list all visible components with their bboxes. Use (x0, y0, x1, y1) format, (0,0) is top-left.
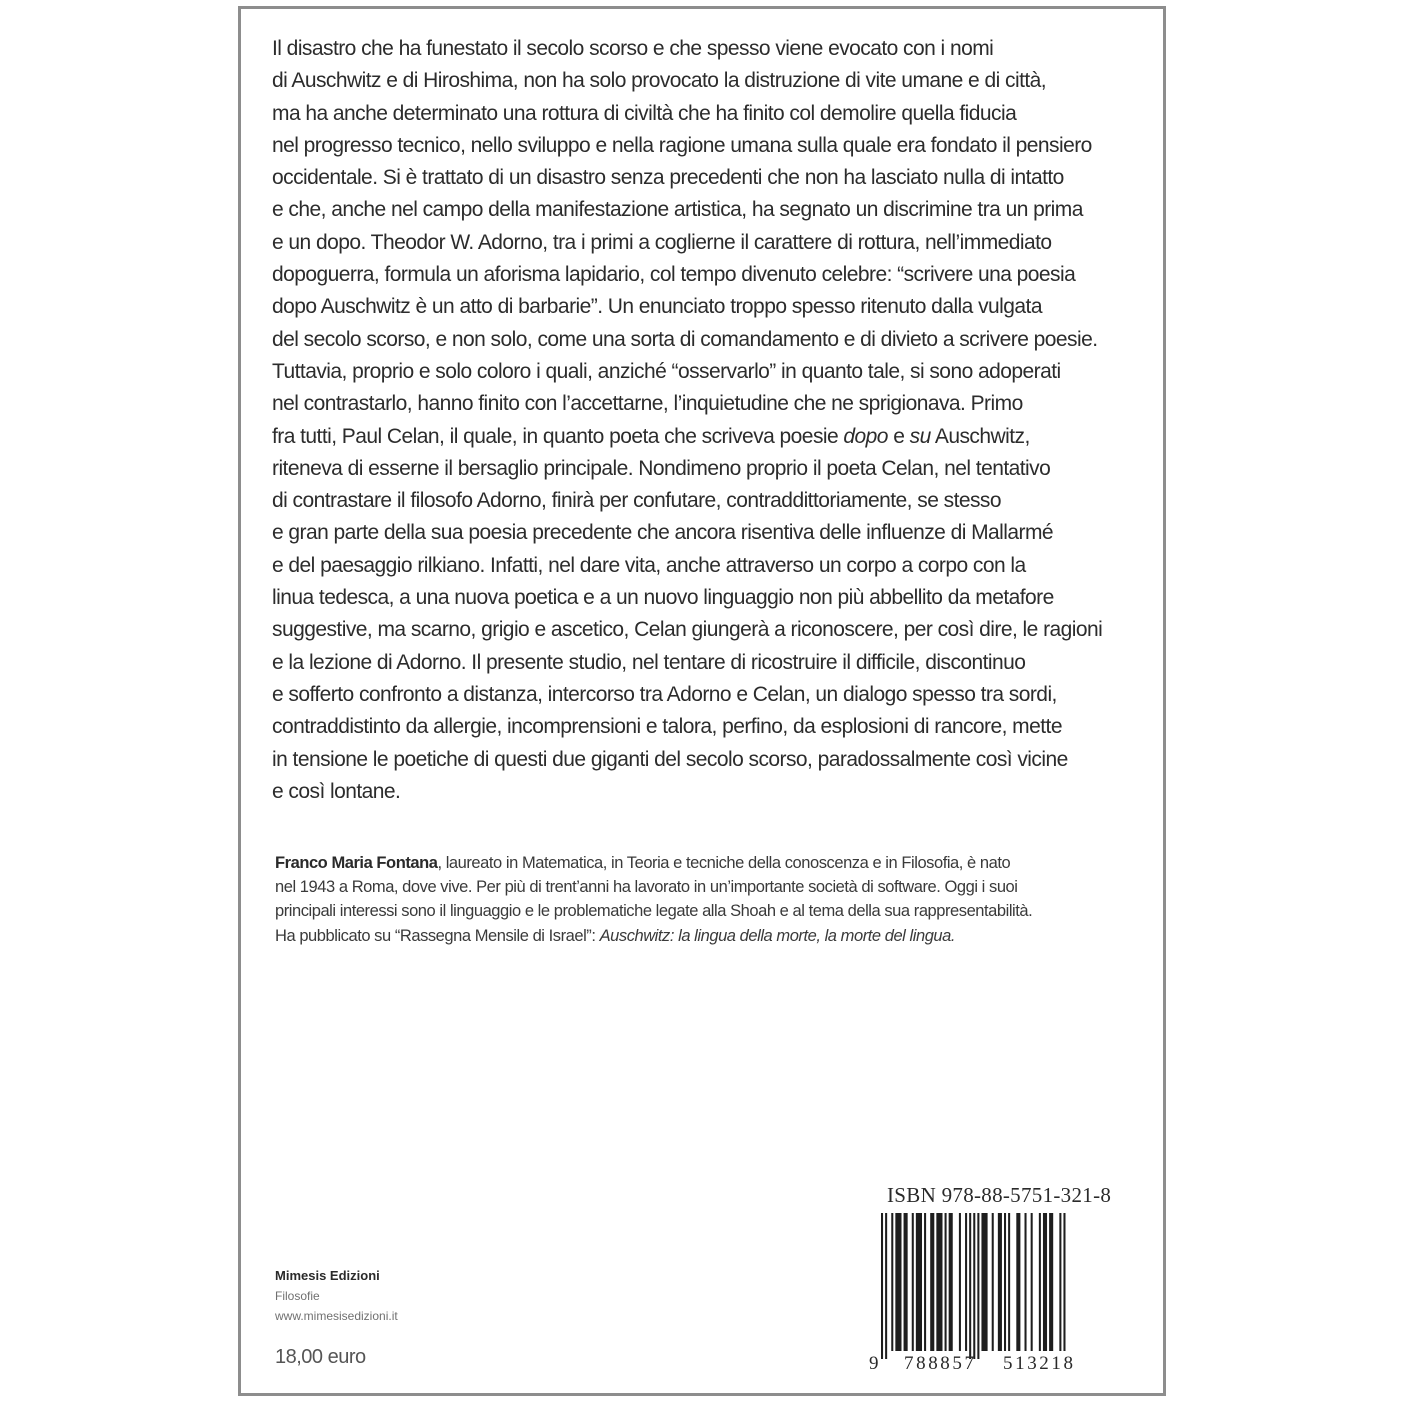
barcode-bar (981, 1213, 987, 1351)
blurb-line: fra tutti, Paul Celan, il quale, in quanto poeta che scriveva poesie dopo e su Auschwitz, (272, 424, 1030, 448)
price: 18,00 euro (275, 1346, 366, 1368)
publisher-series: Filosofie (275, 1289, 320, 1303)
barcode-bar (924, 1213, 926, 1351)
isbn-label: ISBN 978-88-5751-321-8 (887, 1183, 1112, 1207)
blurb-line: e sofferto confronto a distanza, intercorso tra Adorno e Celan, un dialogo spesso tra sordi, (272, 682, 1057, 706)
blurb-line: di contrastare il filosofo Adorno, finirà per confutare, contraddittoriamente, se stesso (272, 489, 1002, 513)
blurb-line: e che, anche nel campo della manifestazione artistica, ha segnato un discrimine tra un prima (272, 198, 1083, 222)
blurb-line: in tensione le poetiche di questi due giganti del secolo scorso, paradossalmente così vicine (272, 747, 1068, 771)
barcode-bar (965, 1213, 967, 1351)
barcode-bar (959, 1213, 961, 1351)
author-name: Franco Maria Fontana (275, 854, 438, 872)
blurb-line: contraddistinto da allergie, incomprensioni e talora, perfino, da esplosioni di rancore, mette (272, 715, 1062, 739)
barcode-bar (1025, 1213, 1027, 1351)
barcode-bar (949, 1213, 953, 1351)
barcode-bar (1063, 1213, 1065, 1351)
blurb-line: e gran parte della sua poesia precedente che ancora risentiva delle influenze di Mallarmé (272, 521, 1054, 545)
publisher-info (275, 1266, 398, 1326)
barcode-bar (912, 1213, 914, 1351)
barcode-bar (930, 1213, 934, 1351)
author-bio-line: principali interessi sono il linguaggio e le problematiche legate alla Shoah e al tema della sua rappresentabilità. (275, 902, 1033, 921)
blurb-line: occidentale. Si è trattato di un disastro senza precedenti che non ha lasciato nulla di intatto (272, 166, 1064, 190)
blurb-line: nel progresso tecnico, nello sviluppo e nella ragione umana sulla quale era fondato il pensiero (272, 133, 1092, 157)
blurb-line: ma ha anche determinato una rottura di civiltà che ha finito col demolire quella fiducia (272, 101, 1017, 125)
barcode-bar (1049, 1213, 1053, 1351)
barcode-digits-left: 788857 (904, 1353, 977, 1374)
blurb-text (272, 33, 1152, 808)
barcode-bar (881, 1213, 883, 1359)
barcode-bars (881, 1213, 1066, 1359)
barcode-bar (904, 1213, 908, 1351)
blurb-line: Il disastro che ha funestato il secolo scorso e che spesso viene evocato con i nomi (272, 37, 994, 60)
author-bio (275, 851, 1155, 948)
blurb-line: del secolo scorso, e non solo, come una sorta di comandamento e di divieto a scrivere poesie. (272, 327, 1098, 351)
barcode-bar (885, 1213, 887, 1359)
barcode-bar (1031, 1213, 1033, 1351)
blurb-line: e del paesaggio rilkiano. Infatti, nel dare vita, anche attraverso un corpo a corpo con la (272, 553, 1026, 577)
isbn-barcode (867, 1209, 1107, 1374)
blurb-line: di Auschwitz e di Hiroshima, non ha solo provocato la distruzione di vite umane e di città, (272, 69, 1047, 93)
barcode-bar (891, 1213, 893, 1351)
barcode-bar (992, 1213, 994, 1351)
publisher-name: Mimesis Edizioni (275, 1268, 380, 1283)
barcode-bar (998, 1213, 1002, 1351)
blurb-line: nel contrastarlo, hanno finito con l’accettarne, l’inquietudine che ne sprigionava. Primo (272, 392, 1023, 416)
blurb-line: e la lezione di Adorno. Il presente studio, nel tentare di ricostruire il difficile, discontinuo (272, 650, 1026, 674)
barcode-digit-first: 9 (869, 1353, 879, 1374)
author-bio-line: Franco Maria Fontana, laureato in Matematica, in Teoria e tecniche della conoscenza e in Filosofia, è nato (275, 854, 1011, 872)
blurb-line: Tuttavia, proprio e solo coloro i quali, anziché “osservarlo” in quanto tale, si sono adoperati (272, 359, 1061, 383)
book-back-cover (238, 6, 1166, 1396)
author-bio-line: Ha pubblicato su “Rassegna Mensile di Israel”: Auschwitz: la lingua della morte, la morte del lingua. (275, 926, 956, 945)
barcode-bar (973, 1213, 975, 1359)
barcode-bar (1039, 1213, 1041, 1351)
barcode-bar (1008, 1213, 1010, 1351)
blurb-line: e così lontane. (272, 779, 401, 803)
barcode-bar (895, 1213, 901, 1351)
author-bio-line: nel 1943 a Roma, dove vive. Per più di trent’anni ha lavorato in un’importante società di software. Oggi i suoi (275, 878, 1018, 897)
blurb-line: linua tedesca, a una nuova poetica e a un nuovo linguaggio non più abbellito da metafore (272, 586, 1054, 610)
blurb-line: dopo Auschwitz è un atto di barbarie”. Un enunciato troppo spesso ritenuto dalla vulgata (272, 295, 1042, 319)
blurb-line: e un dopo. Theodor W. Adorno, tra i primi a coglierne il carattere di rottura, nell’immediato (272, 230, 1052, 254)
barcode-bar (945, 1213, 947, 1351)
barcode-bar (969, 1213, 971, 1359)
barcode-bar (936, 1213, 942, 1351)
barcode-bar (1043, 1213, 1047, 1351)
barcode-bar (1016, 1213, 1020, 1351)
barcode-bar (1004, 1213, 1006, 1351)
barcode-bar (977, 1213, 979, 1359)
barcode-bar (1059, 1213, 1061, 1351)
blurb-line: riteneva di esserne il bersaglio principale. Nondimeno proprio il poeta Celan, nel tentativo (272, 456, 1051, 480)
barcode-digits-right: 513218 (1003, 1353, 1076, 1374)
barcode-bar (916, 1213, 922, 1351)
publisher-website: www.mimesisedizioni.it (275, 1309, 398, 1323)
blurb-line: suggestive, ma scarno, grigio e ascetico, Celan giungerà a riconoscere, per così dire, le ragioni (272, 618, 1103, 642)
blurb-line: dopoguerra, formula un aforisma lapidario, col tempo divenuto celebre: “scrivere una poesia (272, 263, 1076, 287)
book-title-italic: Auschwitz: la lingua della morte, la morte del lingua. (599, 926, 956, 945)
